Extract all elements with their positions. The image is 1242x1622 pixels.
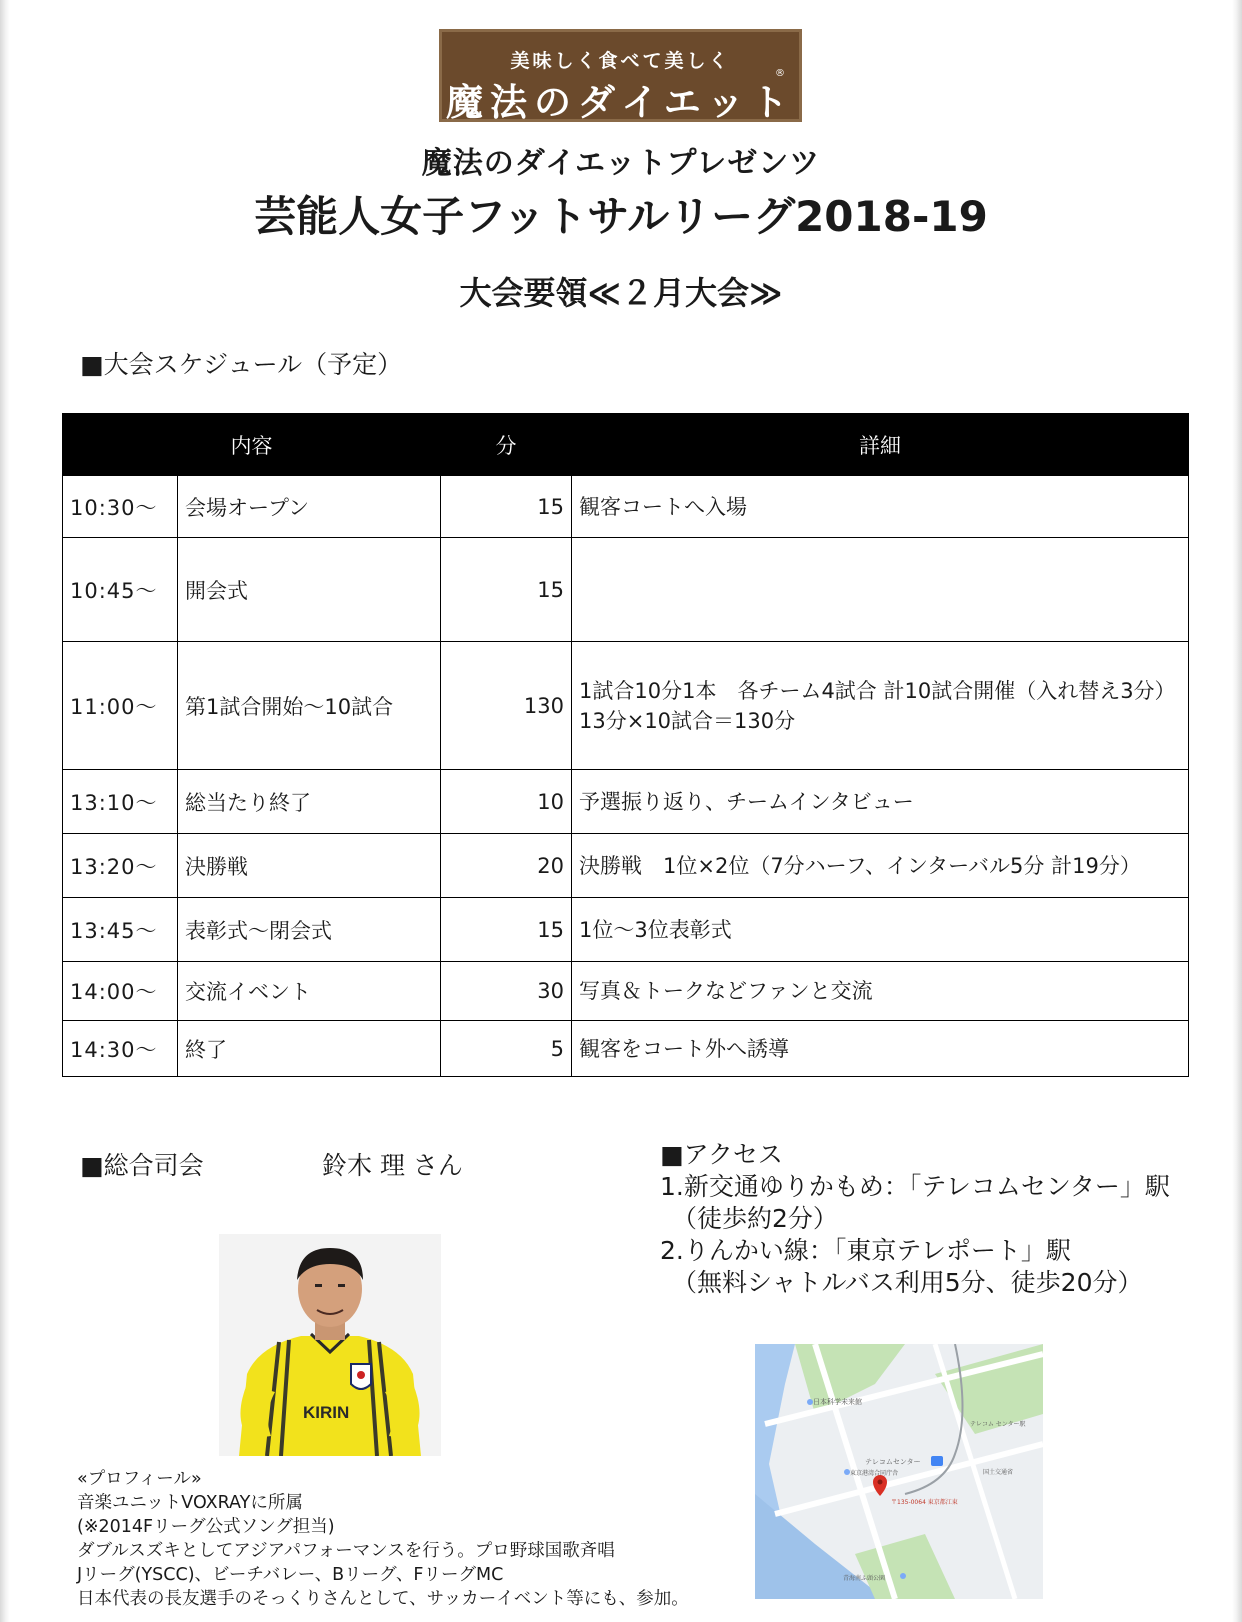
access-map [755, 1344, 1043, 1599]
row-minutes: 15 [441, 538, 572, 642]
mc-heading: ■総合司会 [80, 1151, 204, 1180]
row-content: 第1試合開始〜10試合 [178, 642, 441, 770]
row-content: 終了 [178, 1021, 441, 1077]
presents-line: 魔法のダイエットプレゼンツ [421, 146, 821, 181]
profile-line: (※2014Fリーグ公式ソング担当) [77, 1517, 335, 1537]
table-row [63, 642, 1189, 770]
map-label-museum: 日本科学未来館 [813, 1398, 862, 1406]
table-row [63, 770, 1189, 834]
schedule-table [62, 413, 1189, 1077]
row-details: 予選振り返り、チームインタビュー [572, 770, 1189, 834]
mc-photo [219, 1234, 441, 1456]
row-content: 決勝戦 [178, 834, 441, 898]
row-minutes: 30 [441, 962, 572, 1021]
row-time: 13:10〜 [63, 770, 178, 834]
row-time: 10:45〜 [63, 538, 178, 642]
table-row [63, 962, 1189, 1021]
registered-mark: ® [775, 68, 785, 79]
table-row [63, 834, 1189, 898]
row-details: 写真＆トークなどファンと交流 [572, 962, 1189, 1021]
map-image [755, 1344, 1043, 1599]
row-minutes: 15 [441, 898, 572, 962]
profile-line: 音楽ユニットVOXRAYに所属 [77, 1493, 303, 1513]
row-details: 1位〜3位表彰式 [572, 898, 1189, 962]
page-title: 芸能人女子フットサルリーグ2018-19 [254, 192, 988, 241]
row-time: 13:45〜 [63, 898, 178, 962]
mc-portrait-image [219, 1234, 441, 1456]
row-details: 観客をコート外へ誘導 [572, 1021, 1189, 1077]
table-row [63, 898, 1189, 962]
map-label-park: 青海南ふ頭公園 [843, 1575, 886, 1582]
mc-profile [77, 1467, 689, 1611]
map-label-telecom: テレコムセンター [865, 1458, 921, 1466]
map-label-ministry: 国土交通省 [983, 1469, 1014, 1476]
profile-line: «プロフィール» [77, 1469, 202, 1489]
row-details: 1試合10分1本 各チーム4試合 計10試合開催（入れ替え3分）13分×10試合＝130分 [572, 642, 1189, 770]
row-time: 14:30〜 [63, 1021, 178, 1077]
row-content: 会場オープン [178, 476, 441, 538]
row-minutes: 5 [441, 1021, 572, 1077]
row-content: 総当たり終了 [178, 770, 441, 834]
row-time: 10:30〜 [63, 476, 178, 538]
jersey-sponsor-text: KIRIN [303, 1403, 350, 1422]
col-header-minutes: 分 [441, 414, 572, 476]
table-row [63, 476, 1189, 538]
row-minutes: 10 [441, 770, 572, 834]
row-details: 観客コートへ入場 [572, 476, 1189, 538]
row-minutes: 20 [441, 834, 572, 898]
col-header-content: 内容 [63, 414, 441, 476]
profile-line: 日本代表の長友選手のそっくりさんとして、サッカーイベント等にも、参加。 [77, 1589, 689, 1609]
mc-name: 鈴木 理 さん [322, 1151, 463, 1180]
profile-line: Jリーグ(YSCC)、ビーチバレー、Bリーグ、FリーグMC [77, 1565, 504, 1585]
access-heading: ■アクセス [660, 1140, 783, 1169]
brand-logo [439, 29, 802, 122]
row-details: 決勝戦 1位×2位（7分ハーフ、インターバル5分 計19分） [572, 834, 1189, 898]
schedule-heading: ■大会スケジュール（予定） [80, 350, 403, 379]
logo-name: 魔法のダイエット [445, 80, 796, 124]
table-row [63, 1021, 1189, 1077]
row-time: 11:00〜 [63, 642, 178, 770]
access-line: 1.新交通ゆりかもめ：「テレコムセンター」駅 [660, 1172, 1170, 1201]
table-row [63, 538, 1189, 642]
row-minutes: 15 [441, 476, 572, 538]
logo-tagline: 美味しく食べて美しく [510, 50, 731, 72]
access-line: （徒歩約2分） [672, 1204, 838, 1233]
table-header-row [63, 414, 1189, 476]
page-subtitle: 大会要領≪２月大会≫ [459, 274, 783, 312]
row-details [572, 538, 1189, 642]
col-header-details: 詳細 [572, 414, 1189, 476]
access-line: 2.りんかい線：「東京テレポート」駅 [660, 1236, 1071, 1265]
row-minutes: 130 [441, 642, 572, 770]
map-label-pin: 東京港湾合同庁舎 [850, 1470, 899, 1477]
access-section [660, 1139, 1170, 1299]
map-label-station: テレコム センター駅 [970, 1421, 1026, 1428]
map-label-address: 〒135-0064 東京都江東 [891, 1499, 958, 1506]
row-content: 開会式 [178, 538, 441, 642]
row-content: 交流イベント [178, 962, 441, 1021]
row-time: 13:20〜 [63, 834, 178, 898]
row-time: 14:00〜 [63, 962, 178, 1021]
profile-line: ダブルスズキとしてアジアパフォーマンスを行う。プロ野球国歌斉唱 [77, 1541, 615, 1561]
access-line: （無料シャトルバス利用5分、徒歩20分） [672, 1268, 1143, 1297]
row-content: 表彰式〜閉会式 [178, 898, 441, 962]
